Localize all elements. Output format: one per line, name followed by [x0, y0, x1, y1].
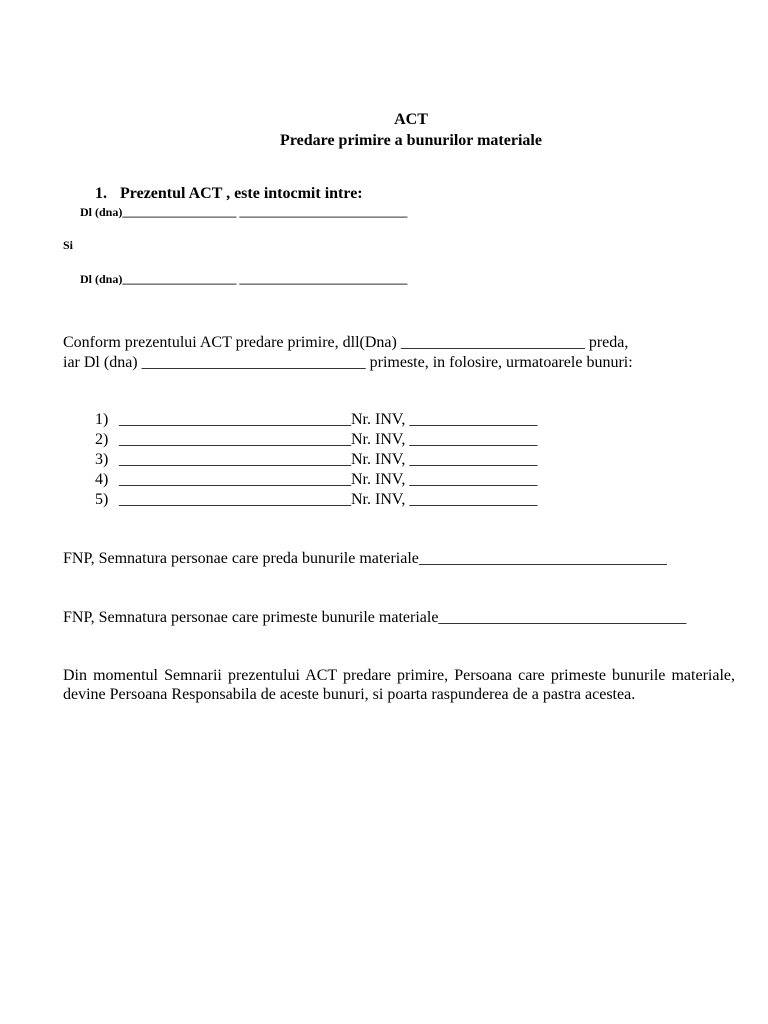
list-item-number: 3) [95, 451, 109, 468]
paragraph-line-1: Conform prezentului ACT predare primire, dll(Dna) _______________________ preda, [63, 334, 629, 351]
list-item-number: 4) [95, 471, 109, 488]
section-number: 1. [95, 185, 107, 202]
paragraph-line-2: iar Dl (dna) ____________________________ primeste, in folosire, urmatoarele bunuri: [63, 354, 633, 371]
signature-giver-line: FNP, Semnatura personae care preda bunurile materiale_______________________________ [63, 550, 667, 567]
list-item-number: 1) [95, 411, 109, 428]
party-2-line: Dl (dna)___________________ ____________________________ [80, 272, 408, 286]
list-item-number: 2) [95, 431, 109, 448]
section-1-heading [87, 170, 363, 202]
between-label: Si [63, 238, 74, 252]
list-item-text: _____________________________Nr. INV, ________________ [119, 411, 538, 428]
list-item-text: _____________________________Nr. INV, ________________ [119, 451, 538, 468]
document-title: ACT [394, 111, 428, 128]
list-item [87, 476, 537, 508]
signature-receiver-line: FNP, Semnatura personae care primeste bunurile materiale_______________________________ [63, 609, 687, 626]
party-1-line: Dl (dna)___________________ ____________________________ [80, 205, 408, 219]
list-item-text: _____________________________Nr. INV, ________________ [119, 431, 538, 448]
list-item-text: _____________________________Nr. INV, ________________ [119, 491, 538, 508]
final-paragraph: Din momentul Semnarii prezentului ACT predare primire, Persoana care primeste bunurile materiale, devine Persoana Responsabila de aceste bunuri, si poarta raspunderea de a pastra acestea. [63, 667, 735, 703]
document-subtitle: Predare primire a bunurilor materiale [280, 132, 542, 149]
section-text: Prezentul ACT , este intocmit intre: [120, 185, 363, 202]
list-item-text: _____________________________Nr. INV, ________________ [119, 471, 538, 488]
list-item-number: 5) [95, 491, 109, 508]
